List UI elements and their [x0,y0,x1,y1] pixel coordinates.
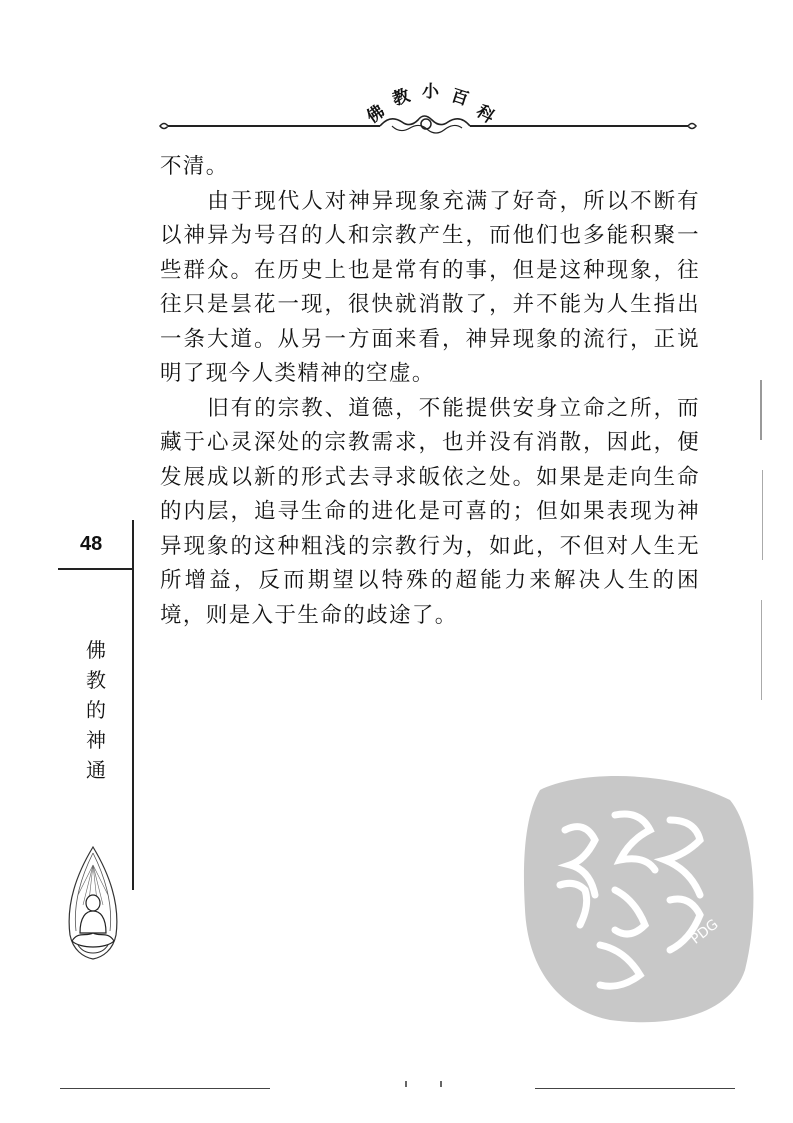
header-series-char-1: 佛 [363,101,389,128]
library-seal-watermark [520,770,760,1030]
paragraph-1: 不清。 [160,154,229,179]
buddha-illustration [58,845,128,965]
sidebar-vertical-rule [132,520,134,890]
bottom-rule-left [60,1088,270,1089]
sidebar-horizontal-rule [58,568,134,570]
header-series-char-5: 科 [472,101,498,128]
watermark-text: PDG [688,916,722,948]
header-series-char-2: 教 [390,85,413,111]
header-series-char-3: 小 [422,82,439,102]
body-text [160,150,700,633]
chapter-title-char: 的 [86,698,106,722]
page-number: 48 [80,533,103,555]
chapter-title-char: 教 [86,668,106,692]
paragraph-3: 旧有的宗教、道德，不能提供安身立命之所，而藏于心灵深处的宗教需求，也并没有消散，因此，便发展成以新的形式去寻求皈依之处。如果是走向生命的内层，追寻生命的进化是可喜的；但如果表现为神异现象的这种粗浅的宗教行为，如此，不但对人生无所增益，反而期望以特殊的超能力来解决人生的困境，则是入于生命的歧途了。 [160,395,700,628]
scan-speck [440,1081,442,1087]
header-ornament [0,0,793,150]
page-header [0,0,793,150]
header-series-char-4: 百 [448,85,471,111]
scan-speck [760,380,762,440]
chapter-title-char: 通 [86,758,106,782]
scan-speck [762,470,763,560]
bottom-rule-right [535,1088,735,1089]
scan-speck [761,600,762,700]
chapter-title-vertical [84,635,108,785]
chapter-title-char: 佛 [86,638,106,662]
chapter-title-char: 神 [86,728,106,752]
paragraph-2: 由于现代人对神异现象充满了好奇，所以不断有以神异为号召的人和宗教产生，而他们也多能积聚一些群众。在历史上也是常有的事，但是这种现象，往往只是昙花一现，很快就消散了，并不能为人生指出一条大道。从另一方面来看，神异现象的流行，正说明了现今人类精神的空虚。 [160,188,700,386]
scan-speck [405,1081,407,1087]
